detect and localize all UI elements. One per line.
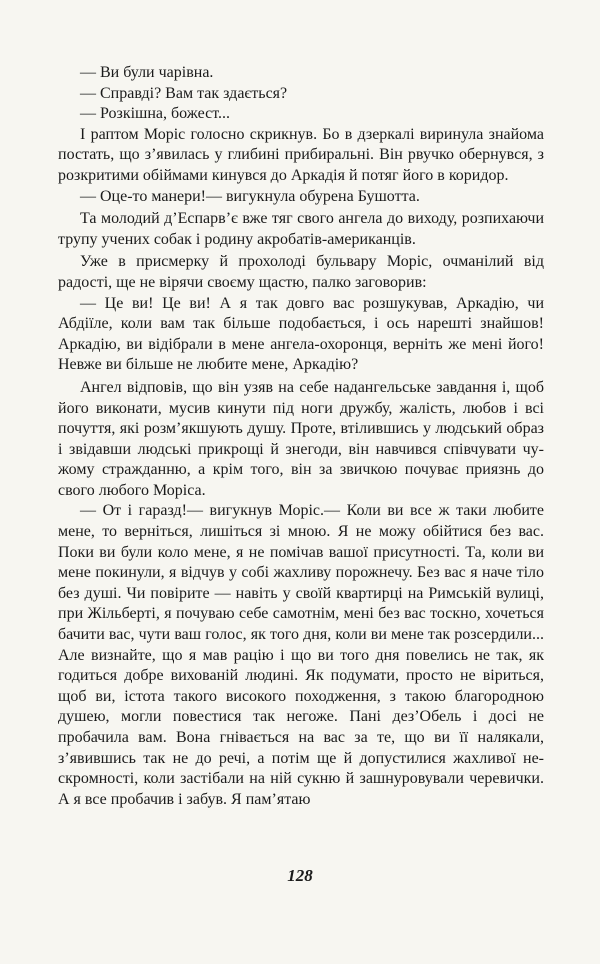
paragraph: — Справді? Вам так здається? [80, 84, 288, 102]
paragraph: Ангел відповів, що він узяв на себе надангельське завдання і, щоб його виконати, мусив кинути під ноги дружбу, жалість, любов і всі почуття, які розм’якшують душу. Проте, втілившись у людський образ і звідавши людські прикрощі й знегоди, він навчився співчувати чужому стражданню, а крім того, він за звичкою почуває приязнь до свого любого Моріса. [58, 378, 544, 499]
paragraph: Та молодий д’Еспарв’є вже тяг свого ангела до виходу, розпихаючи трупу учених собак і родину акробатів-американців. [58, 210, 544, 248]
paragraph: — Оце-то манери!— вигукнула обурена Бушотта. [80, 187, 420, 205]
page-number: 128 [287, 866, 313, 885]
paragraph: — От і гаразд!— вигукнув Моріс.— Коли ви все ж таки любите мене, то верніться, лишіться зі мною. Я не можу обійтися без вас. Поки ви були коло мене, я не помічав вашої присутності. Та, коли ви мене покинули, я відчув у собі жахливу порожнечу. Без вас я наче тіло без душі. Чи повірите — навіть у своїй квартирці на Римській вулиці, при Жільберті, я почуваю себе самотнім, мені без вас тоскно, хочеться бачити вас, чути ваш голос, як того дня, коли ви мене так розсердили... Але визнайте, що я мав рацію і що ви того дня повелись не так, як годиться добре вихованій людині. Як подумати, просто не віриться, щоб ви, істота такого високого походження, з такою благородною душею, могли повестися так негоже. Пані дез’Обель і досі не пробачила вам. Вона гнівається на вас за те, що ви її налякали, з’явившись так не до речі, а потім ще й допустилися жахливої нескромності, коли застібали на ній сукню й зашнуровували черевички. А я все пробачив і забув. Я пам’ятаю [58, 502, 544, 808]
paragraph: Уже в присмерку й прохолоді бульвару Моріс, очманілий від радості, ще не вірячи своєму щастю, палко заговорив: [58, 253, 544, 291]
paragraph: — Розкішна, божест... [80, 105, 230, 123]
paragraph: — Це ви! Це ви! А я так довго вас розшукував, Аркадію, чи Абдіїле, коли вам так більше подобається, і ось нарешті знайшов! Аркадію, ви відібрали в мене ангела-охоронця, верніть же мені його! Невже ви більше не любите мене, Аркадію? [58, 294, 544, 374]
page-text [58, 63, 544, 810]
paragraph: — Ви були чарівна. [80, 64, 214, 81]
paragraph: І раптом Моріс голосно скрикнув. Бо в дзеркалі виринула знайома постать, що з’явилась у глибині прибиральні. Він рвучко обернувся, з розкритими обіймами кинувся до Аркадія й потяг його в коридор. [58, 125, 544, 184]
